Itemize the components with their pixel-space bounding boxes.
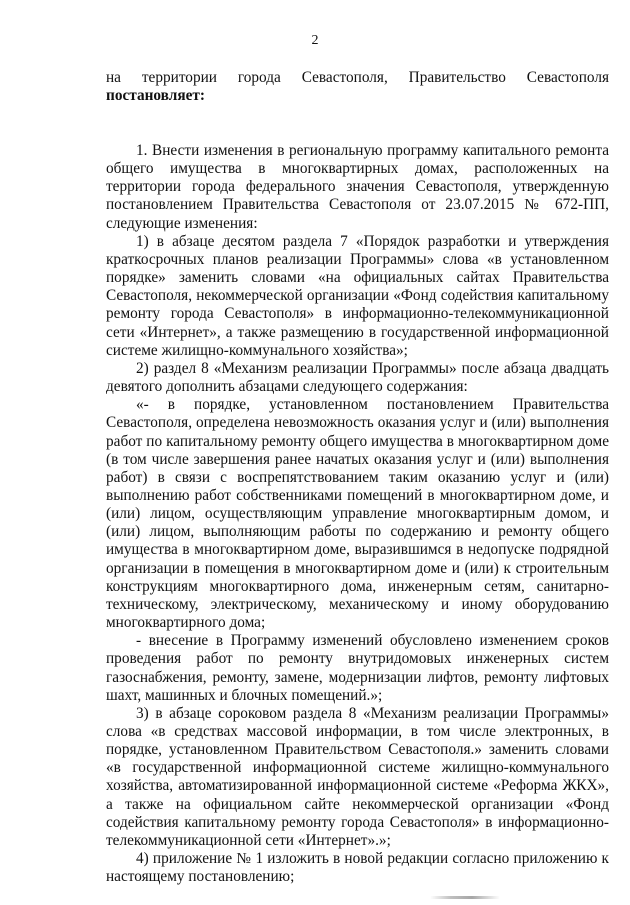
intro-block <box>106 69 609 105</box>
main-text <box>106 142 609 886</box>
paragraph-3: 2) раздел 8 «Механизм реализации Программы» после абзаца двадцать девятого дополнить абзацами следующего содержания: <box>106 359 609 396</box>
intro-line: на территории города Севастополя, Правительство Севастополя <box>106 69 609 86</box>
decree-word: постановляет: <box>106 87 205 105</box>
paragraph-5: - внесение в Программу изменений обусловлено изменением сроков проведения работ по ремонту внутридомовых инженерных систем газоснабжения, ремонту, замене, модернизации лифтов, ремонту лифтовых шахт, машинных и блочных помещений.»; <box>106 632 609 704</box>
paragraph-6: 3) в абзаце сороковом раздела 8 «Механизм реализации Программы» слова «в средствах массовой информации, в том числе электронных, в порядке, установленном Правительством Севастополя.» заменить словами «в государственной информационной системе жилищно-коммунального хозяйства, автоматизированной информационной системе «Реформа ЖКХ», а также на официальном сайте некоммерческой организации «Фонд содействия капитальному ремонту города Севастополя» в информационно-телекоммуникационной сети «Интернет».»; <box>106 704 609 849</box>
paragraph-7: 4) приложение № 1 изложить в новой редакции согласно приложению к настоящему постановлению; <box>106 850 609 886</box>
page-number: 2 <box>311 33 319 48</box>
paragraph-2: 1) в абзаце десятом раздела 7 «Порядок разработки и утверждения краткосрочных планов реализации Программы» слова «в установленном порядке» заменить словами «на официальных сайтах Правительства Севастополя, некоммерческой организации «Фонд содействия капитальному ремонту города Севастополя» в информационно-телекоммуникационной сети «Интернет», а также размещению в государственной информационной системе жилищно-коммунального хозяйства»; <box>106 232 609 359</box>
scan-artifact <box>430 896 500 899</box>
paragraph-1: 1. Внести изменения в региональную программу капитального ремонта общего имущества в многоквартирных домах, расположенных на территории города федерального значения Севастополя, утвержденную постановлением Правительства Севастополя от 23.07.2015 № 672-ПП, следующие изменения: <box>106 142 609 232</box>
paragraph-4: «- в порядке, установленном постановлением Правительства Севастополя, определена невозможность оказания услуг и (или) выполнения работ по капитальному ремонту общего имущества в многоквартирном доме (в том числе завершения ранее начатых оказания услуг и (или) выполнения работ) в связи с воспрепятствованием таким оказанию услуг и (или) выполнению работ собственниками помещений в многоквартирном доме, и (или) лицом, осуществляющим управление многоквартирным домом, и (или) лицом, выполняющим работы по содержанию и ремонту общего имущества в многоквартирном доме, выразившимся в недопуске подрядной организации в помещения в многоквартирном доме и (или) к строительным конструкциям многоквартирного дома, инженерным сетям, санитарно-техническому, электрическому, механическому и иному оборудованию многоквартирного дома; <box>106 396 609 632</box>
